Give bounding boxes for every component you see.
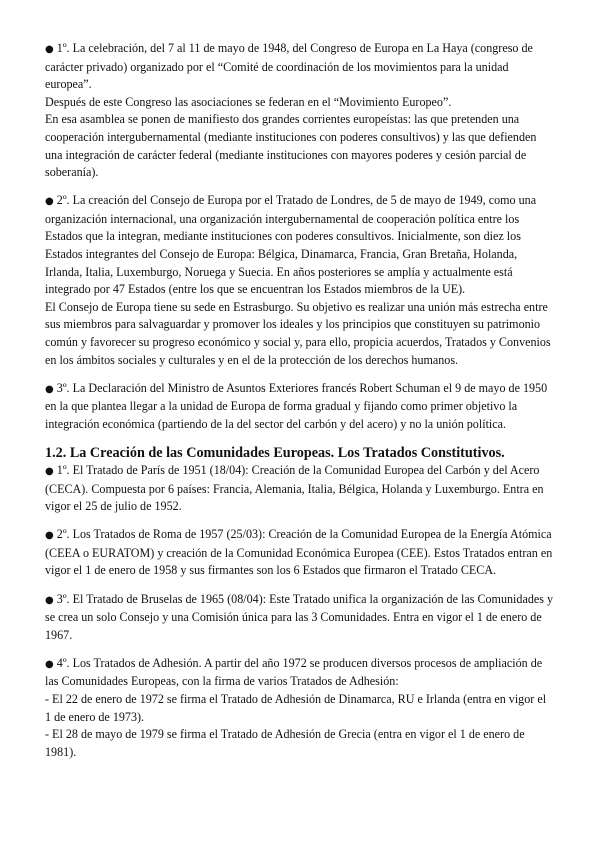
paragraph: ● 1º. La celebración, del 7 al 11 de mayo de 1948, del Congreso de Europa en La Haya (congreso de carácter privado) organizado por el “Comité de coordinación de los movimientos para la unidad europea”. — [45, 41, 533, 92]
list-item: - El 28 de mayo de 1979 se firma el Tratado de Adhesión de Grecia (entra en vigor el 1 de enero de 1981). — [45, 727, 525, 759]
section-heading: 1.2. La Creación de las Comunidades Europeas. Los Tratados Constitutivos. — [45, 444, 505, 461]
bullet-icon: ● — [45, 44, 54, 55]
bullet-icon: ● — [45, 658, 54, 670]
section-1 — [45, 40, 555, 182]
treaty-1 — [45, 462, 555, 516]
treaty-4 — [45, 655, 555, 762]
bullet-icon: ● — [45, 465, 54, 477]
paragraph: ● 2º. Los Tratados de Roma de 1957 (25/03): Creación de la Comunidad Europea de la Energía Atómica (CEEA o EURATOM) y creación de la Comunidad Económica Europea (CEE). Estos Tratados entran en vigor el 1 de enero de 1958 y sus firmantes son los 6 Estados que firmaron el Tratado CECA. — [45, 527, 553, 578]
paragraph: ● 2º. La creación del Consejo de Europa por el Tratado de Londres, de 5 de mayo de 1949, como una organización internacional, una organización intergubernamental de cooperación política entre los Estados que la integran, mediante instituciones con poderes consultivos. Inicialmente, son diez los Estados integrantes del Consejo de Europa: Bélgica, Dinamarca, Francia, Gran Bretaña, Holanda, Irlanda, Italia, Luxemburgo, Noruega y Suecia. En años posteriores se amplía y actualmente está integrado por 47 Estados (entre los que se encuentran los Estados miembros de la UE). — [45, 193, 537, 297]
list-item: - El 22 de enero de 1972 se firma el Tratado de Adhesión de Dinamarca, RU e Irlanda (entra en vigor el 1 de enero de 1973). — [45, 692, 547, 724]
paragraph: En esa asamblea se ponen de manifiesto dos grandes corrientes europeístas: las que pretenden una cooperación intergubernamental (mediante instituciones con poderes consultivos) y las que defienden una integración de carácter federal (mediante instituciones con mayores poderes y cesión parcial de soberanía). — [45, 112, 537, 180]
bullet-icon: ● — [45, 383, 54, 395]
paragraph: ● 1º. El Tratado de París de 1951 (18/04): Creación de la Comunidad Europea del Carbón y del Acero (CECA). Compuesta por 6 países: Francia, Alemania, Italia, Bélgica, Holanda y Luxemburgo. Entra en vigor el 25 de julio de 1952. — [45, 462, 544, 514]
bullet-icon: ● — [45, 196, 54, 208]
treaty-3 — [45, 591, 555, 645]
paragraph: ● 3º. La Declaración del Ministro de Asuntos Exteriores francés Robert Schuman el 9 de mayo de 1950 en la que plantea llegar a la unidad de Europa de forma gradual y fijando como primer objetivo la integración económica (partiendo de la del sector del carbón y del acero) y no la unión política. — [45, 380, 548, 431]
bullet-icon: ● — [45, 594, 54, 606]
section-3 — [45, 380, 555, 434]
paragraph: ● 3º. El Tratado de Bruselas de 1965 (08/04): Este Tratado unifica la organización de las Comunidades y se crea un solo Consejo y una Comisión única para las 3 Comunidades. Entra en vigor el 1 de enero de 1967. — [45, 591, 554, 642]
document-page — [45, 40, 555, 772]
section-2 — [45, 192, 555, 369]
paragraph: ● 4º. Los Tratados de Adhesión. A partir del año 1972 se producen diversos procesos de ampliación de las Comunidades Europeas, con la firma de varios Tratados de Adhesión: — [45, 655, 543, 689]
treaty-2 — [45, 526, 555, 580]
paragraph: Después de este Congreso las asociaciones se federan en el “Movimiento Europeo”. — [45, 94, 452, 109]
paragraph: El Consejo de Europa tiene su sede en Estrasburgo. Su objetivo es realizar una unión más estrecha entre sus miembros para salvaguardar y promover los ideales y los principios que constituyen su patrimonio común y favorecer su progreso económico y social y, para ello, propicia acuerdos, Tratados y Convenios en los ámbitos sociales y culturales y en el de la protección de los derechos humanos. — [45, 299, 551, 367]
bullet-icon: ● — [45, 530, 54, 542]
